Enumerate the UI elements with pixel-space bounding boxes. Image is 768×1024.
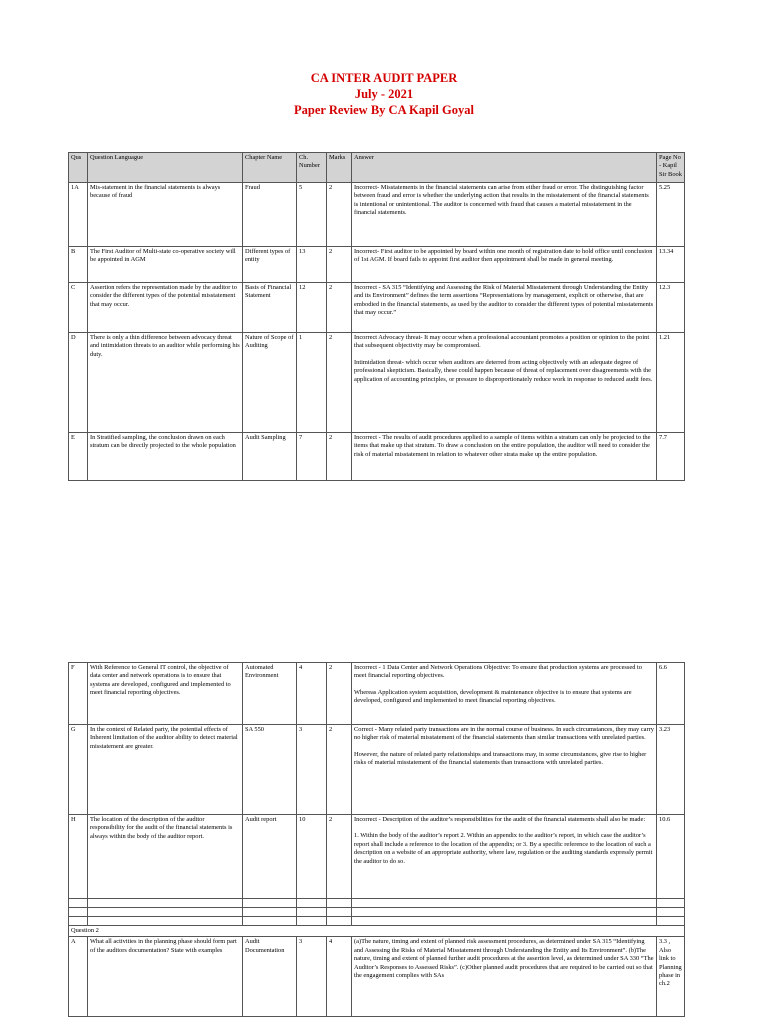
cell-answer	[352, 183, 657, 247]
cell-page: 1.21	[657, 333, 685, 433]
blank-cell	[657, 908, 685, 917]
cell-answer	[352, 247, 657, 283]
cell-answer	[352, 815, 657, 899]
blank-cell	[297, 917, 327, 926]
cell-question: In Stratified sampling, the conclusion drawn on each stratum can be directly projected to the whole population	[88, 433, 243, 481]
table-row	[69, 937, 685, 1017]
cell-question: Assertion refers the representation made by the auditor to consider the different types of the potential misstatement that may occur.	[88, 283, 243, 333]
table-row	[69, 247, 685, 283]
blank-cell	[327, 899, 352, 908]
blank-cell	[69, 908, 88, 917]
cell-marks: 4	[327, 937, 352, 1017]
cell-chapter: Nature of Scope of Auditing	[243, 333, 297, 433]
table-row	[69, 663, 685, 725]
table-header-row	[69, 153, 685, 183]
cell-page: 6.6	[657, 663, 685, 725]
table-row	[69, 333, 685, 433]
cell-page: 5.25	[657, 183, 685, 247]
cell-chapter: Audit report	[243, 815, 297, 899]
answer-paragraph: Intimidation threat- which occur when auditors are deterred from acting objectively with an adequate degree of professional skepticism. Basically, these could happen because of threat of replacement over disagreements with the application of accounting principles, or pressure to disproportionately reduce work in response to reduced audit fees.	[354, 358, 653, 383]
review-table-bottom	[68, 662, 685, 1017]
answer-paragraph: Incorrect - Description of the auditor’s responsibilities for the audit of the financial statements shall also be made:	[354, 816, 646, 823]
cell-page: 7.7	[657, 433, 685, 481]
cell-answer	[352, 333, 657, 433]
cell-marks: 2	[327, 433, 352, 481]
section-row	[69, 926, 685, 937]
header-marks: Marks	[327, 153, 352, 183]
cell-ch-number: 12	[297, 283, 327, 333]
blank-row	[69, 908, 685, 917]
cell-ch-number: 5	[297, 183, 327, 247]
cell-question: In the context of Related party, the potential effects of Inherent limitation of the auditor ability to detect material misstatement are greater.	[88, 725, 243, 815]
cell-chapter: Automated Environment	[243, 663, 297, 725]
cell-ch-number: 3	[297, 937, 327, 1017]
blank-cell	[243, 917, 297, 926]
cell-marks: 2	[327, 247, 352, 283]
blank-cell	[88, 917, 243, 926]
cell-question: What all activities in the planning phase should form part of the auditors documentation? State with examples	[88, 937, 243, 1017]
table-row	[69, 183, 685, 247]
cell-marks: 2	[327, 663, 352, 725]
cell-ch-number: 1	[297, 333, 327, 433]
cell-answer	[352, 433, 657, 481]
table-row	[69, 433, 685, 481]
cell-qus: A	[69, 937, 88, 1017]
blank-cell	[88, 899, 243, 908]
cell-qus: C	[69, 283, 88, 333]
table-row	[69, 283, 685, 333]
answer-paragraph: Incorrect- First auditor to be appointed by board within one month of registration date to hold office until conclusion of 1st AGM. If board fails to appoint first auditor then appointment shall be made in general meeting.	[354, 248, 653, 264]
blank-cell	[69, 899, 88, 908]
title-line-3: Paper Review By CA Kapil Goyal	[294, 103, 474, 117]
cell-marks: 2	[327, 333, 352, 433]
blank-cell	[297, 908, 327, 917]
cell-chapter: SA 550	[243, 725, 297, 815]
section-label: Question 2	[69, 926, 685, 937]
table-row	[69, 725, 685, 815]
cell-page: 13.34	[657, 247, 685, 283]
cell-question: Mis-statement in the financial statements is always because of fraud	[88, 183, 243, 247]
cell-marks: 2	[327, 283, 352, 333]
title-line-2: July - 2021	[354, 87, 414, 101]
document-title	[0, 70, 768, 118]
cell-question: With Reference to General IT control, the objective of data center and network operations is to ensure that systems are developed, configured and implemented to meet financial reporting objectives.	[88, 663, 243, 725]
answer-paragraph: 1. Within the body of the auditor’s report 2. Within an appendix to the auditor’s report, in which case the auditor’s report shall include a reference to the location of the appendix; or 3. By a specific reference to the location of such a description on a website of an appropriate authority, where law, regulation or the auditing standards expressly permit the auditor to do so.	[354, 832, 653, 865]
cell-page: 10.6	[657, 815, 685, 899]
blank-cell	[243, 908, 297, 917]
blank-cell	[243, 899, 297, 908]
cell-qus: F	[69, 663, 88, 725]
cell-qus: E	[69, 433, 88, 481]
blank-cell	[88, 908, 243, 917]
cell-marks: 2	[327, 183, 352, 247]
review-table-top	[68, 152, 685, 481]
cell-question: The location of the description of the auditor responsibility for the audit of the financial statements is always within the body of the auditor report.	[88, 815, 243, 899]
cell-qus: 1A	[69, 183, 88, 247]
cell-page: 3.23	[657, 725, 685, 815]
header-page: Page No - Kapil Sir Book	[657, 153, 685, 183]
blank-cell	[297, 899, 327, 908]
cell-chapter: Different types of entity	[243, 247, 297, 283]
blank-cell	[352, 917, 657, 926]
answer-paragraph: Incorrect- Misstatements in the financial statements can arise from either fraud or error. The distinguishing factor between fraud and error is whether the underlying action that results in the misstatement of the financial statements is intentional or unintentional. The auditor is concerned with fraud that causes a material misstatement in the financial statements.	[354, 184, 649, 217]
cell-marks: 2	[327, 815, 352, 899]
cell-ch-number: 10	[297, 815, 327, 899]
blank-cell	[327, 917, 352, 926]
cell-page: 12.3	[657, 283, 685, 333]
answer-paragraph: Incorrect - SA 315 “Identifying and Assessing the Risk of Material Misstatement through Understanding the Entity and its Environment” defines the term assertions “Representations by management, explicit or otherwise, that are embodied in the financial statements, as used by the auditor to consider the different types of potential misstatements that may occur.”	[354, 284, 654, 317]
cell-answer: (a)The nature, timing and extent of planned risk assessment procedures, as determined under SA 315 “Identifying and Assessing the Risks of Material Misstatement through Understanding the Entity and Its Environment”. (b)The nature, timing and extent of planned further audit procedures at the assertion level, as determined under SA 330 “The Auditor’s Responses to Assessed Risks”. (c)Other planned audit procedures that are required to be carried out so that the engagement complies with SAs	[352, 937, 657, 1017]
cell-question: There is only a thin difference between advocacy threat and intimidation threats to an auditor while performing his duty.	[88, 333, 243, 433]
header-ch-number: Ch. Number	[297, 153, 327, 183]
title-line-1: CA INTER AUDIT PAPER	[310, 71, 458, 85]
cell-qus: H	[69, 815, 88, 899]
cell-ch-number: 13	[297, 247, 327, 283]
answer-paragraph: However, the nature of related party relationships and transactions may, in some circumstances, give rise to higher risks of material misstatement of the financial statements than transactions with unrelated parties.	[354, 750, 647, 767]
cell-question: The First Auditor of Multi-state co-operative society will be appointed in AGM	[88, 247, 243, 283]
cell-answer	[352, 283, 657, 333]
cell-answer	[352, 663, 657, 725]
blank-cell	[657, 917, 685, 926]
blank-row	[69, 917, 685, 926]
blank-cell	[657, 899, 685, 908]
cell-chapter: Basis of Financial Statement	[243, 283, 297, 333]
cell-ch-number: 3	[297, 725, 327, 815]
blank-cell	[69, 917, 88, 926]
cell-ch-number: 7	[297, 433, 327, 481]
blank-cell	[352, 908, 657, 917]
cell-qus: G	[69, 725, 88, 815]
answer-paragraph: Incorrect Advocacy threat- It may occur when a professional accountant promotes a position or opinion to the point that subsequent objectivity may be compromised.	[354, 334, 650, 350]
cell-qus: B	[69, 247, 88, 283]
cell-page: 3.3 , Also link to Planning phase in ch.2	[657, 937, 685, 1017]
blank-row	[69, 899, 685, 908]
answer-paragraph: Whereas Application system acquisition, development & maintenance objective is to ensure that systems are developed, configured and implemented to meet financial reporting objectives.	[354, 688, 632, 705]
cell-chapter: Fraud	[243, 183, 297, 247]
cell-chapter: Audit Documentation	[243, 937, 297, 1017]
answer-paragraph: Correct - Many related party transactions are in the normal course of business. In such circumstances, they may carry no higher risk of material misstatement of the financial statements than similar transactions with unrelated parties.	[354, 726, 654, 742]
header-qus: Qus	[69, 153, 88, 183]
cell-answer	[352, 725, 657, 815]
header-chapter: Chapter Name	[243, 153, 297, 183]
header-question: Question Languague	[88, 153, 243, 183]
cell-marks: 2	[327, 725, 352, 815]
header-answer: Answer	[352, 153, 657, 183]
blank-cell	[327, 908, 352, 917]
table-row	[69, 815, 685, 899]
cell-chapter: Audit Sampling	[243, 433, 297, 481]
cell-qus: D	[69, 333, 88, 433]
cell-ch-number: 4	[297, 663, 327, 725]
blank-cell	[352, 899, 657, 908]
answer-paragraph: Incorrect - The results of audit procedures applied to a sample of items within a stratum can only be projected to the items that make up that stratum. To draw a conclusion on the entire population, the auditor will need to consider the risk of material misstatement in relation to whatever other strata make up the entire population.	[354, 434, 651, 458]
answer-paragraph: Incorrect - 1 Data Center and Network Operations Objective: To ensure that production systems are processed to meet financial reporting objectives.	[354, 664, 642, 680]
